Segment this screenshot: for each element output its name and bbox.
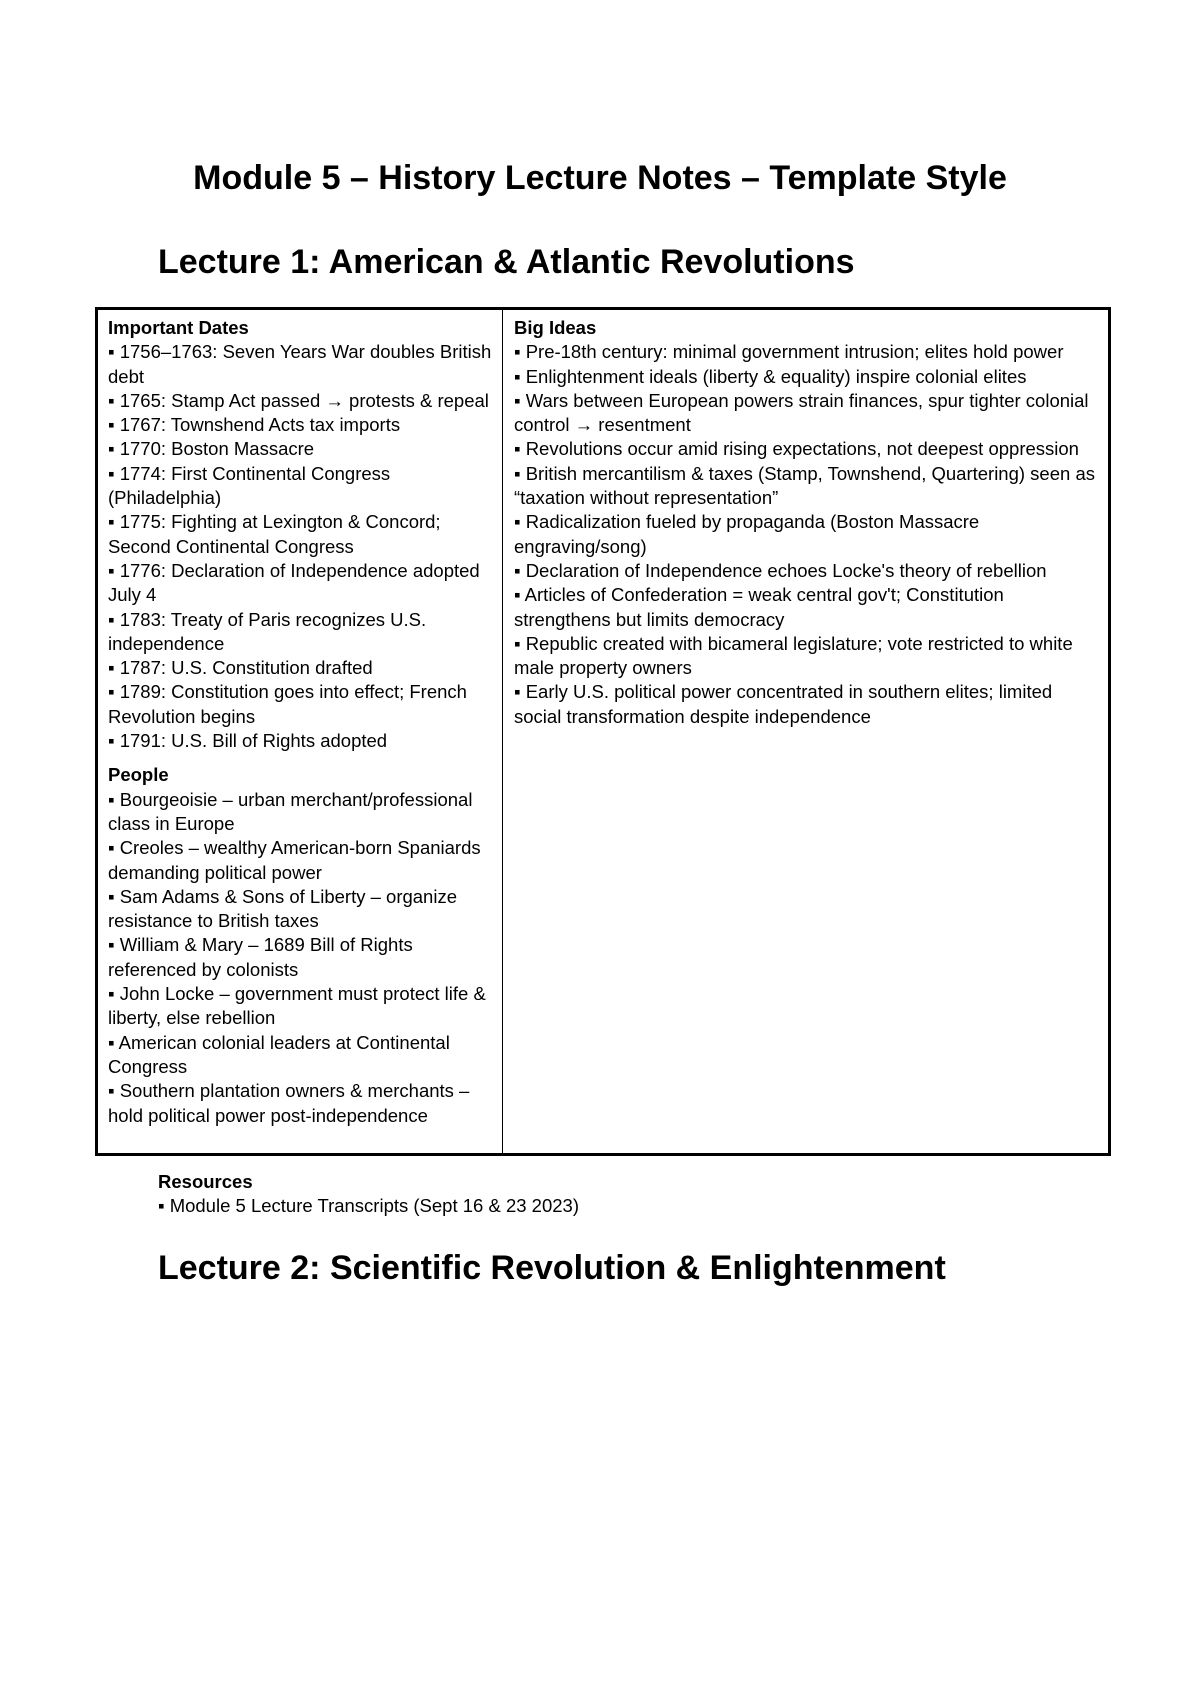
- big-idea-item: ▪ Republic created with bicameral legislature; vote restricted to white male property owners: [514, 632, 1073, 679]
- date-item: ▪ 1789: Constitution goes into effect; French Revolution begins: [108, 681, 467, 727]
- page-title: Module 5 – History Lecture Notes – Template Style: [193, 159, 1007, 197]
- big-idea-item: ▪ Declaration of Independence echoes Locke's theory of rebellion: [514, 559, 1047, 581]
- big-idea-item: ▪ Wars between European powers strain finances, spur tighter colonial control → resentment: [514, 389, 1089, 436]
- lecture-1-heading: Lecture 1: American & Atlantic Revolutions: [158, 243, 855, 281]
- big-idea-item: ▪ Pre-18th century: minimal government intrusion; elites hold power: [514, 341, 1064, 363]
- people-item: ▪ Bourgeoisie – urban merchant/professional class in Europe: [108, 788, 473, 834]
- big-idea-item: ▪ Enlightenment ideals (liberty & equality) inspire colonial elites: [514, 365, 1027, 387]
- left-column: [98, 310, 503, 1153]
- big-idea-item: ▪ Revolutions occur amid rising expectations, not deepest oppression: [514, 438, 1079, 460]
- resources-label: Resources: [158, 1171, 253, 1192]
- people-item: ▪ Creoles – wealthy American-born Spaniards demanding political power: [108, 837, 481, 883]
- big-idea-item: ▪ Early U.S. political power concentrated in southern elites; limited social transformation despite independence: [514, 681, 1053, 727]
- people-item: ▪ John Locke – government must protect life & liberty, else rebellion: [108, 983, 486, 1029]
- date-item: ▪ 1756–1763: Seven Years War doubles British debt: [108, 341, 492, 387]
- big-idea-item: ▪ Articles of Confederation = weak central gov't; Constitution strengthens but limits democracy: [514, 584, 1004, 630]
- date-item: ▪ 1765: Stamp Act passed → protests & repeal: [108, 389, 489, 411]
- lecture-2-heading: Lecture 2: Scientific Revolution & Enlightenment: [158, 1249, 946, 1287]
- resource-item: ▪ Module 5 Lecture Transcripts (Sept 16 & 23 2023): [158, 1195, 579, 1217]
- people-section: [108, 763, 494, 1127]
- people-item: ▪ Southern plantation owners & merchants – hold political power post-independence: [108, 1080, 470, 1126]
- date-item: ▪ 1767: Townshend Acts tax imports: [108, 414, 401, 436]
- people-label: People: [108, 764, 169, 786]
- people-item: ▪ William & Mary – 1689 Bill of Rights referenced by colonists: [108, 934, 413, 980]
- date-item: ▪ 1776: Declaration of Independence adopted July 4: [108, 559, 480, 606]
- date-item: ▪ 1774: First Continental Congress (Philadelphia): [108, 462, 391, 509]
- date-item: ▪ 1783: Treaty of Paris recognizes U.S. independence: [108, 608, 427, 654]
- big-ideas-label: Big Ideas: [514, 317, 597, 338]
- big-idea-item: ▪ Radicalization fueled by propaganda (Boston Massacre engraving/song): [514, 511, 980, 557]
- people-item: ▪ American colonial leaders at Continental Congress: [108, 1031, 450, 1077]
- right-column: [503, 310, 1108, 1153]
- big-idea-item: ▪ British mercantilism & taxes (Stamp, Townshend, Quartering) seen as “taxation without representation”: [514, 462, 1095, 509]
- big-ideas-section: [514, 316, 1100, 729]
- lecture-1-notes-table: [95, 307, 1111, 1156]
- resources-section: [158, 1170, 579, 1219]
- date-item: ▪ 1775: Fighting at Lexington & Concord; Second Continental Congress: [108, 511, 441, 557]
- important-dates-label: Important Dates: [108, 317, 249, 338]
- date-item: ▪ 1791: U.S. Bill of Rights adopted: [108, 730, 388, 752]
- date-item: ▪ 1770: Boston Massacre: [108, 438, 315, 460]
- people-item: ▪ Sam Adams & Sons of Liberty – organize resistance to British taxes: [108, 885, 457, 932]
- important-dates-section: [108, 316, 494, 753]
- date-item: ▪ 1787: U.S. Constitution drafted: [108, 657, 373, 679]
